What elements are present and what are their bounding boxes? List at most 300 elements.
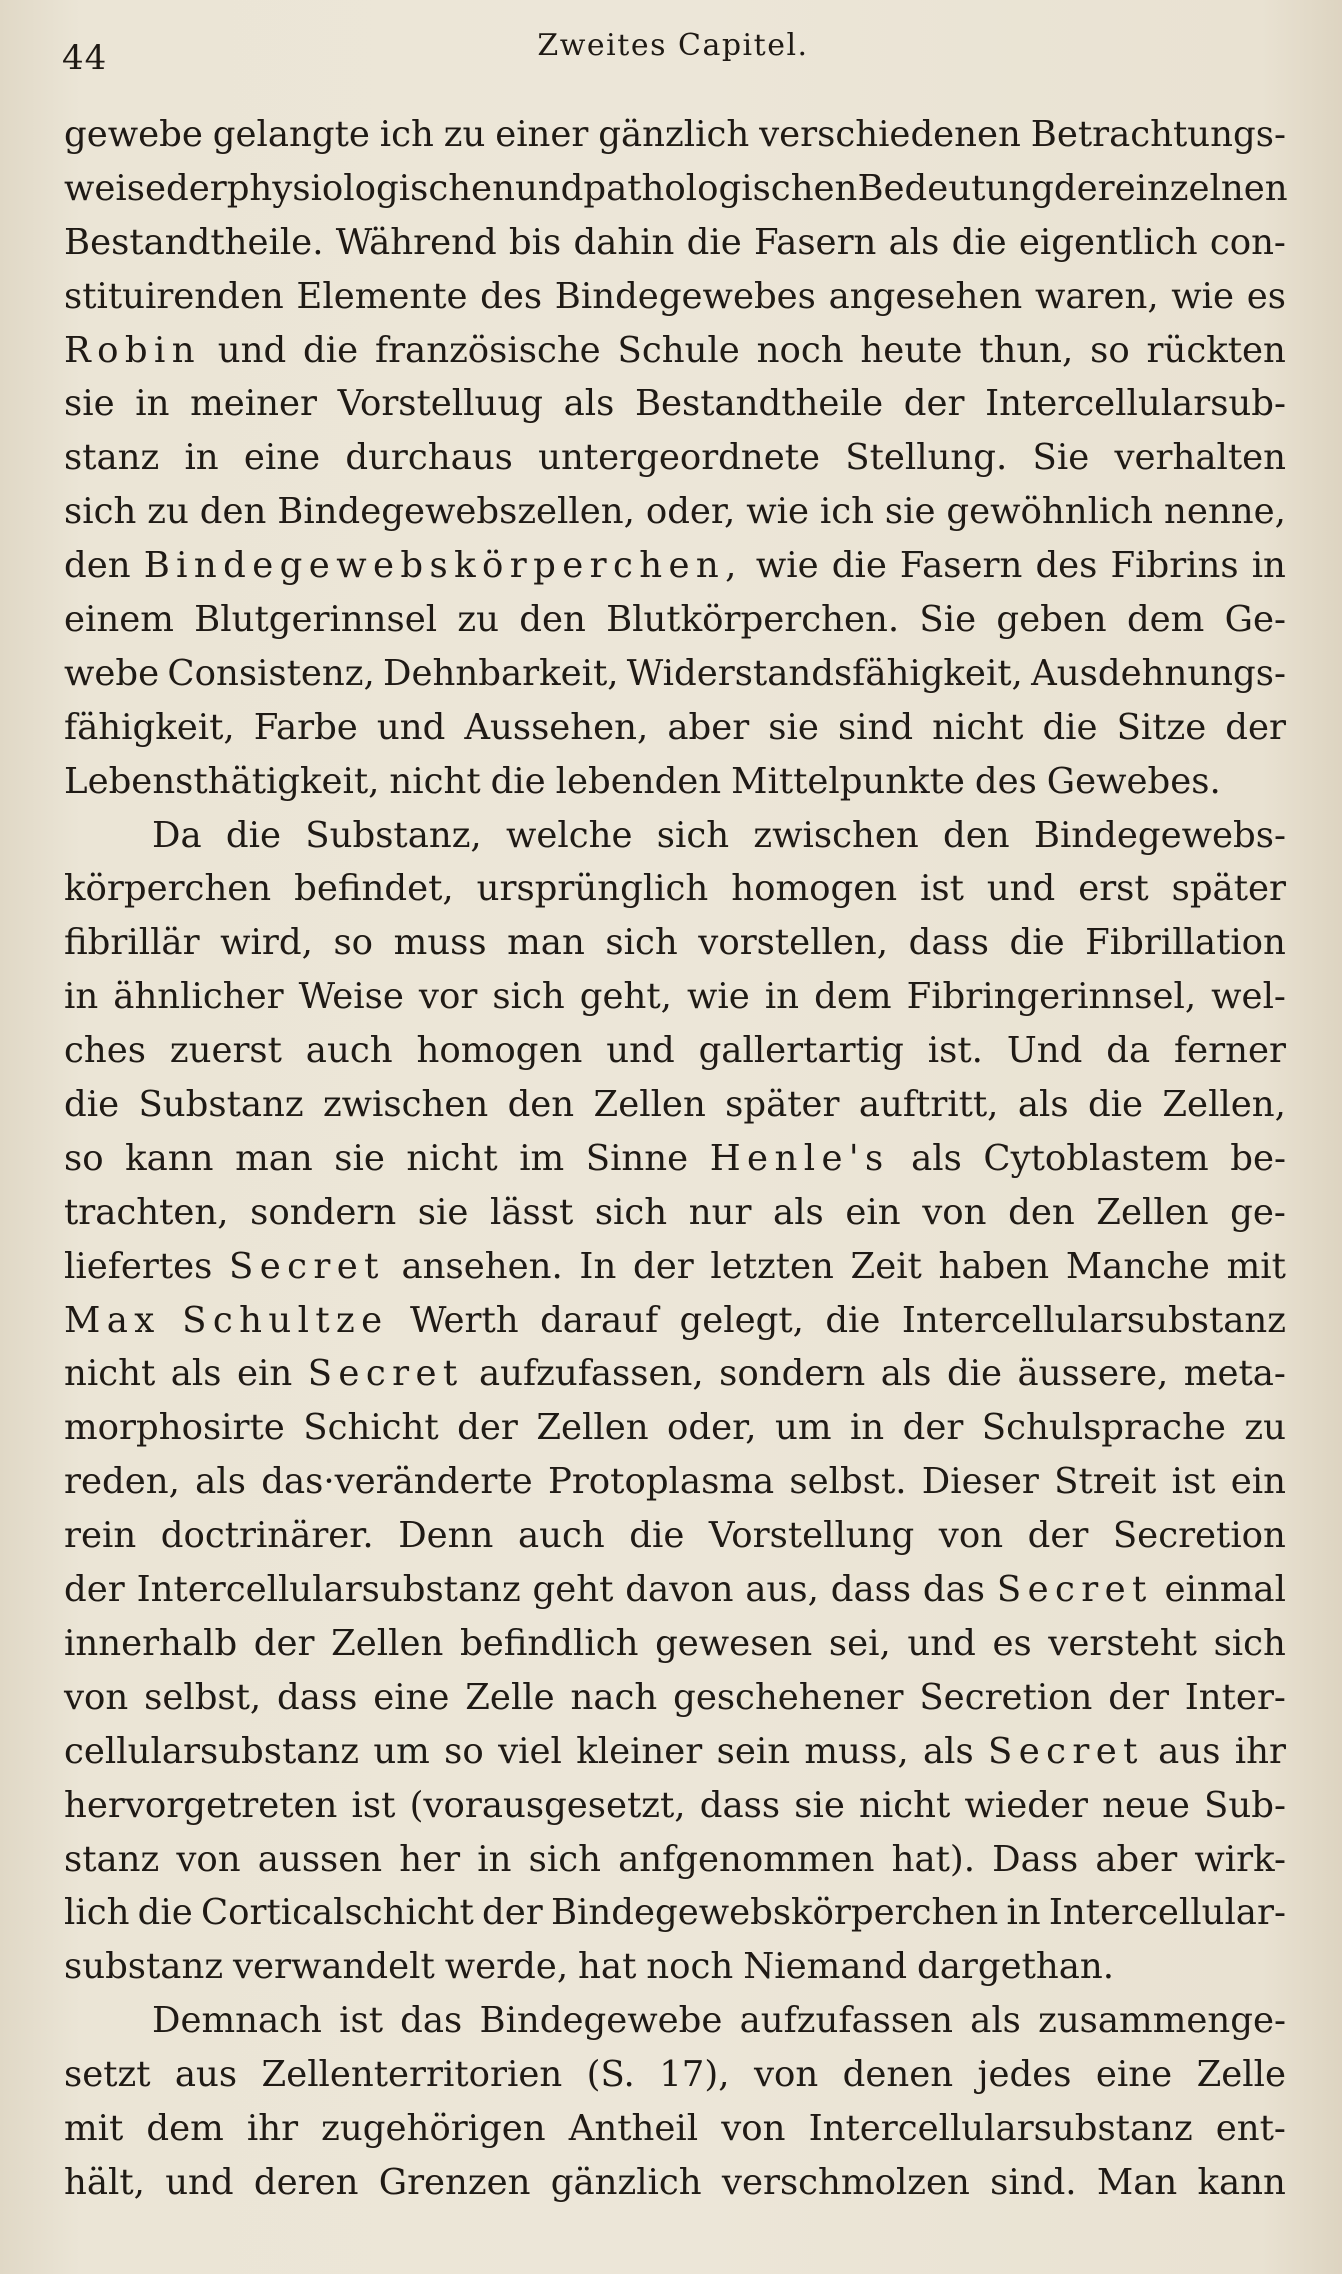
word: sein xyxy=(716,1730,791,1772)
word: als xyxy=(195,1461,246,1503)
word: die xyxy=(137,1892,193,1934)
word: den xyxy=(199,491,267,533)
word: sie xyxy=(417,1191,469,1233)
word: eine xyxy=(243,437,321,479)
word: davon xyxy=(625,1569,734,1611)
word: eine xyxy=(373,1676,450,1718)
word: Corticalschicht xyxy=(200,1892,474,1934)
word: dem xyxy=(146,2107,224,2149)
word: Sub- xyxy=(1204,1784,1286,1826)
word: Henle's xyxy=(709,1137,890,1179)
word: cellularsubstanz xyxy=(64,1730,359,1772)
word: 17), xyxy=(659,2054,730,2096)
word: trachten, xyxy=(64,1191,229,1233)
word: durchaus xyxy=(345,437,513,479)
word: Manche xyxy=(1065,1245,1210,1287)
word: Zeit xyxy=(850,1245,922,1287)
word: Robin xyxy=(64,329,201,371)
text-line xyxy=(64,1347,1286,1401)
word: der xyxy=(903,383,965,425)
word: der xyxy=(165,167,227,209)
word: Substanz, xyxy=(305,814,482,856)
word: von xyxy=(721,2107,786,2149)
word: verhalten xyxy=(1114,437,1286,479)
word: von xyxy=(176,1838,241,1880)
word: vorstellen, xyxy=(698,922,889,964)
word: und xyxy=(514,167,584,209)
word: die xyxy=(951,221,1007,263)
paragraph xyxy=(64,1994,1286,2210)
word: Inter- xyxy=(1184,1676,1286,1718)
word: sondern xyxy=(719,1353,866,1395)
word: con- xyxy=(1209,221,1286,263)
word: sich xyxy=(605,922,678,964)
word: Dass xyxy=(992,1838,1079,1880)
word: Vorstellung xyxy=(708,1515,915,1557)
word: kann xyxy=(1197,2161,1286,2203)
word: Bindegewebe xyxy=(479,2000,723,2042)
word: reden, xyxy=(64,1461,180,1503)
word: untergeordnete xyxy=(538,437,821,479)
word: Niemand xyxy=(743,1946,908,1988)
word: den xyxy=(64,545,131,587)
word: Zellen xyxy=(331,1622,444,1664)
word: in xyxy=(64,976,99,1018)
word: und xyxy=(986,868,1056,910)
word: Blutkörperchen. xyxy=(606,599,900,641)
word: muss, xyxy=(804,1730,909,1772)
word: (vorausgesetzt, xyxy=(409,1784,686,1826)
word: hat xyxy=(578,1946,637,1988)
word: da xyxy=(1106,1030,1151,1072)
word: oder, xyxy=(667,1407,757,1449)
word: Fibrins xyxy=(1110,545,1239,587)
text-line xyxy=(64,647,1286,701)
text-line xyxy=(64,1509,1286,1563)
word: zusammenge- xyxy=(1038,2000,1286,2042)
word: ein xyxy=(845,1191,901,1233)
word: ist xyxy=(351,1784,396,1826)
word: letzten xyxy=(710,1245,834,1287)
word: man xyxy=(507,922,585,964)
word: die xyxy=(490,760,546,802)
word: man xyxy=(235,1137,313,1179)
word: dem xyxy=(1126,599,1205,641)
word: Secretion xyxy=(919,1676,1093,1718)
word: erst xyxy=(1078,868,1149,910)
word: später xyxy=(1171,868,1286,910)
word: lässt xyxy=(489,1191,574,1233)
word: Bindegewebszellen, xyxy=(277,491,635,533)
word: Max xyxy=(64,1299,161,1341)
word: sie xyxy=(884,491,936,533)
word: Bindegewebskörperchen xyxy=(550,1892,999,1934)
page-header xyxy=(62,24,1284,78)
word: um xyxy=(774,1407,832,1449)
word: sich xyxy=(1213,1622,1286,1664)
word: Dieser xyxy=(921,1461,1039,1503)
word: Sinne xyxy=(585,1137,689,1179)
word: Zellen, xyxy=(1162,1084,1286,1126)
text-line xyxy=(64,809,1286,863)
word: sie xyxy=(794,1784,845,1826)
word: ähnlicher xyxy=(113,976,284,1018)
word: Widerstandsfähigkeit, xyxy=(626,652,1023,694)
word: dass xyxy=(908,922,989,964)
word: das xyxy=(400,2000,463,2042)
word: wel- xyxy=(1211,976,1286,1018)
word: Consistenz, xyxy=(167,652,375,694)
word: gallertartig xyxy=(698,1030,904,1072)
paragraph xyxy=(64,809,1286,1995)
word: oder, xyxy=(645,491,736,533)
word: so xyxy=(64,1137,104,1179)
word: Betrachtungs- xyxy=(1030,114,1286,155)
word: der xyxy=(1225,706,1286,748)
word: weise xyxy=(64,167,166,209)
word: sich xyxy=(656,814,730,856)
word: die xyxy=(825,1299,881,1341)
text-line xyxy=(64,1779,1286,1833)
text-line xyxy=(64,2102,1286,2156)
word: als xyxy=(888,221,940,263)
word: des xyxy=(480,275,543,317)
text-line xyxy=(64,108,1286,162)
word: webe xyxy=(64,652,160,694)
word: zu xyxy=(457,599,499,641)
word: die xyxy=(1042,706,1098,748)
word: nenne, xyxy=(1163,491,1286,533)
word: ferner xyxy=(1174,1030,1286,1072)
word: Schule xyxy=(617,329,740,371)
text-line xyxy=(64,1563,1286,1617)
text-line xyxy=(64,1132,1286,1186)
word: aufzufassen xyxy=(739,2000,953,2042)
word: den xyxy=(519,599,586,641)
text-line xyxy=(64,1078,1286,1132)
word: der xyxy=(902,1407,964,1449)
word: aber xyxy=(667,706,750,748)
word: als xyxy=(922,1730,974,1772)
word: sind. xyxy=(990,2161,1077,2203)
word: zu xyxy=(443,114,486,155)
word: Intercellularsubstanz xyxy=(808,2107,1193,2149)
word: sie xyxy=(64,383,115,425)
word: sich xyxy=(64,491,137,533)
word: als xyxy=(170,1353,222,1395)
word: wie xyxy=(746,491,809,533)
word: Intercellularsub- xyxy=(985,383,1286,425)
word: mit xyxy=(64,2107,124,2149)
word: Und xyxy=(1006,1030,1083,1072)
word: werde, xyxy=(444,1946,569,1988)
word: einem xyxy=(64,599,174,641)
word: Zelle xyxy=(465,1676,555,1718)
word: so xyxy=(444,1730,484,1772)
text-line xyxy=(64,485,1286,539)
word: ein xyxy=(1230,1461,1286,1503)
word: Bedeutung xyxy=(857,167,1054,209)
text-line xyxy=(64,2156,1286,2210)
word: auch xyxy=(517,1515,605,1557)
word: gelegt, xyxy=(679,1299,804,1341)
word: aber xyxy=(1095,1838,1178,1880)
word: In xyxy=(579,1245,617,1287)
word: in xyxy=(184,437,219,479)
word: welche xyxy=(506,814,633,856)
word: Cytoblastem xyxy=(983,1137,1209,1179)
word: zuerst xyxy=(169,1030,282,1072)
word: französische xyxy=(374,329,601,371)
word: als xyxy=(563,383,615,425)
word: wie xyxy=(687,976,750,1018)
word: ent- xyxy=(1215,2107,1286,2149)
word: verwandelt xyxy=(232,1946,435,1988)
word: aussen xyxy=(257,1838,383,1880)
word: Aussehen, xyxy=(464,706,649,748)
word: vor xyxy=(418,976,478,1018)
word: ansehen. xyxy=(401,1245,563,1287)
text-line xyxy=(64,1671,1286,1725)
running-title: Zweites Capitel. xyxy=(537,28,809,63)
word: Secretion xyxy=(1112,1515,1286,1557)
word: körperchen xyxy=(64,868,272,910)
word: gewesen xyxy=(655,1622,813,1664)
body-text xyxy=(64,108,1286,2210)
word: zugehörigen xyxy=(321,2107,546,2149)
word: wieder xyxy=(964,1784,1088,1826)
word: meta- xyxy=(1183,1353,1286,1395)
word: ihr xyxy=(246,2107,299,2149)
word: Secret xyxy=(988,1730,1144,1772)
word: aus xyxy=(1158,1730,1221,1772)
word: Elemente xyxy=(296,275,468,317)
word: Fibrillation xyxy=(1085,922,1286,964)
word: ge- xyxy=(1230,1191,1286,1233)
text-line xyxy=(64,377,1286,431)
word: hält, xyxy=(64,2161,145,2203)
text-line xyxy=(64,970,1286,1024)
word: auftritt, xyxy=(858,1084,999,1126)
word: denen xyxy=(842,2054,954,2096)
word: des xyxy=(1035,545,1098,587)
word: darauf xyxy=(540,1299,659,1341)
word: Sitze xyxy=(1116,706,1207,748)
word: Bindegewebes xyxy=(554,275,816,317)
word: von xyxy=(922,1191,987,1233)
word: des xyxy=(974,760,1037,802)
text-line xyxy=(64,1725,1286,1779)
text-line xyxy=(64,270,1286,324)
word: geben xyxy=(996,599,1107,641)
word: in xyxy=(1251,545,1286,587)
word: Secret xyxy=(307,1353,464,1395)
word: geht xyxy=(532,1569,614,1611)
word: die xyxy=(686,221,742,263)
word: kann xyxy=(125,1137,214,1179)
word: Denn xyxy=(398,1515,494,1557)
word: Vorstelluug xyxy=(337,383,543,425)
word: Schultze xyxy=(182,1299,389,1341)
word: in xyxy=(849,1407,885,1449)
word: Fasern xyxy=(899,545,1023,587)
word: und xyxy=(907,1622,976,1664)
text-line xyxy=(64,1186,1286,1240)
word: Zelle xyxy=(1196,2054,1286,2096)
word: einer xyxy=(495,114,589,155)
word: setzt xyxy=(64,2054,151,2096)
word: in xyxy=(764,976,800,1018)
word: morphosirte xyxy=(64,1407,285,1449)
word: Sie xyxy=(919,599,977,641)
word: so xyxy=(1090,329,1130,371)
text-line xyxy=(64,1455,1286,1509)
word: zwischen xyxy=(753,814,919,856)
word: geht, xyxy=(579,976,672,1018)
word: und xyxy=(376,706,446,748)
word: dass xyxy=(830,1569,912,1611)
word: nach xyxy=(570,1676,658,1718)
word: aus xyxy=(174,2054,238,2096)
word: be- xyxy=(1230,1137,1286,1179)
text-line xyxy=(64,862,1286,916)
word: pathologischen xyxy=(583,167,858,209)
word: thun, xyxy=(979,329,1074,371)
word: als xyxy=(880,1353,932,1395)
word: Protoplasma xyxy=(547,1461,775,1503)
word: in xyxy=(1006,1892,1041,1934)
word: als xyxy=(970,2000,1021,2042)
word: als xyxy=(911,1137,962,1179)
word: von xyxy=(753,2054,819,2096)
word: (S. xyxy=(586,2054,635,2096)
word: Blutgerinnsel xyxy=(194,599,438,641)
word: Intercellularsubstanz xyxy=(901,1299,1286,1341)
word: ich xyxy=(819,491,874,533)
word: Zellen xyxy=(1096,1191,1209,1233)
word: hat). xyxy=(891,1838,976,1880)
word: Da xyxy=(152,814,202,856)
word: von xyxy=(64,1676,129,1718)
word: lebenden xyxy=(555,760,722,802)
word: es xyxy=(1246,275,1286,317)
word: fähigkeit, xyxy=(64,706,235,748)
word: Antheil xyxy=(568,2107,699,2149)
word: Fibringerinnsel, xyxy=(906,976,1197,1018)
word: so xyxy=(333,922,374,964)
word: von xyxy=(938,1515,1004,1557)
word: als xyxy=(773,1191,824,1233)
word: versteht xyxy=(1048,1622,1197,1664)
word: Gewebes. xyxy=(1046,760,1221,802)
word: die xyxy=(946,1353,1003,1395)
word: sich xyxy=(492,976,565,1018)
word: ist xyxy=(1171,1461,1216,1503)
word: geschehener xyxy=(673,1676,904,1718)
word: meiner xyxy=(190,383,317,425)
word: verschiedenen xyxy=(759,114,1021,155)
word: Bindegewebs- xyxy=(1033,814,1286,856)
word: muss xyxy=(393,922,487,964)
word: eigentlich xyxy=(1018,221,1198,263)
word: Während xyxy=(335,221,497,263)
word: befindet, xyxy=(294,868,454,910)
word: die xyxy=(1087,1084,1144,1126)
word: Man xyxy=(1096,2161,1178,2203)
text-line xyxy=(64,755,1286,809)
word: in xyxy=(477,1838,512,1880)
word: noch xyxy=(756,329,844,371)
word: mit xyxy=(1226,1245,1286,1287)
word: fibrillär xyxy=(64,922,200,964)
text-line xyxy=(64,1240,1286,1294)
text-line xyxy=(64,539,1286,593)
word: deren xyxy=(253,2161,359,2203)
word: Mittelpunkte xyxy=(731,760,965,802)
paragraph xyxy=(64,108,1286,809)
text-line xyxy=(64,1833,1286,1887)
word: wird, xyxy=(220,922,313,964)
word: die xyxy=(64,1084,120,1126)
word: Intercellularsubstanz xyxy=(136,1569,521,1611)
word: der xyxy=(482,1892,543,1934)
text-line xyxy=(64,216,1286,270)
word: wie xyxy=(755,545,819,587)
word: dahin xyxy=(573,221,675,263)
word: Weise xyxy=(298,976,404,1018)
word: noch xyxy=(646,1946,734,1988)
word: angesehen xyxy=(828,275,1023,317)
word: ursprünglich xyxy=(476,868,709,910)
word: der xyxy=(457,1407,518,1449)
word: ein xyxy=(236,1353,293,1395)
word: jedes xyxy=(977,2054,1072,2096)
word: nicht xyxy=(932,706,1024,748)
word: selbst, xyxy=(144,1676,262,1718)
word: Bindegewebskörperchen, xyxy=(143,545,743,587)
word: sich xyxy=(594,1191,668,1233)
word: ist. xyxy=(927,1030,983,1072)
word: einzelnen xyxy=(1114,167,1288,209)
text-line xyxy=(64,1024,1286,1078)
word: sich xyxy=(528,1838,601,1880)
word: Secret xyxy=(996,1569,1153,1611)
text-line xyxy=(64,1294,1286,1348)
word: in xyxy=(135,383,170,425)
word: Bestandtheile. xyxy=(64,221,324,263)
word: gänzlich xyxy=(550,2161,702,2203)
word: aus, xyxy=(745,1569,819,1611)
word: stanz xyxy=(64,437,160,479)
word: Bestandtheile xyxy=(634,383,884,425)
word: selbst. xyxy=(789,1461,907,1503)
word: Substanz xyxy=(138,1084,304,1126)
word: das·veränderte xyxy=(261,1461,533,1503)
text-line xyxy=(64,1994,1286,2048)
word: Dehnbarkeit, xyxy=(383,652,619,694)
word: stanz xyxy=(64,1838,160,1880)
word: Demnach xyxy=(152,2000,322,2042)
word: her xyxy=(399,1838,461,1880)
word: rückten xyxy=(1146,329,1286,371)
word: äussere, xyxy=(1017,1353,1169,1395)
word: nicht xyxy=(389,760,481,802)
word: um xyxy=(373,1730,430,1772)
text-line xyxy=(64,701,1286,755)
word: Ausdehnungs- xyxy=(1031,652,1286,694)
word: kleiner xyxy=(576,1730,703,1772)
word: im xyxy=(519,1137,565,1179)
